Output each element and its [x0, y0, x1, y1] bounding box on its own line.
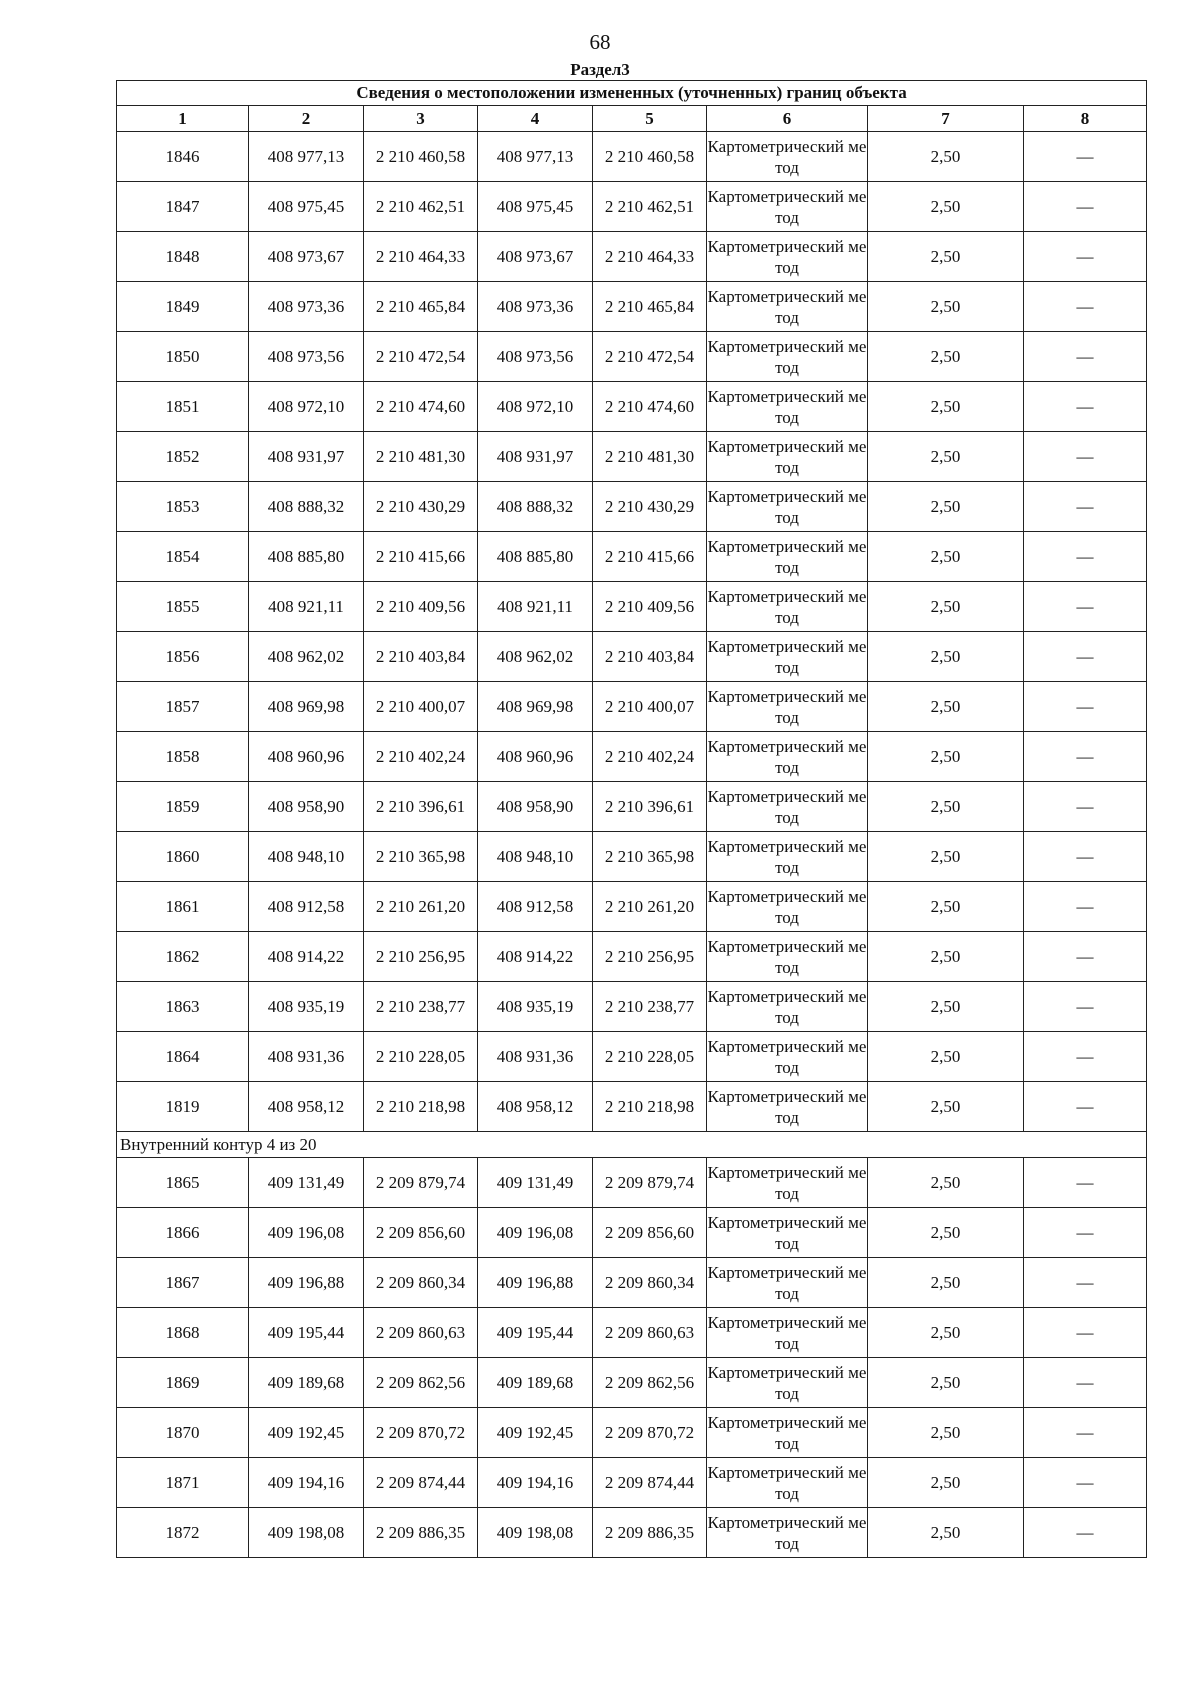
- y-coordinate-cell: 2 210 481,30: [593, 432, 707, 482]
- point-number-cell: 1846: [117, 132, 249, 182]
- description-cell: —: [1024, 1458, 1147, 1508]
- y-coordinate-cell: 2 210 403,84: [593, 632, 707, 682]
- x-coordinate-cell: 409 194,16: [249, 1458, 364, 1508]
- accuracy-cell: 2,50: [868, 232, 1024, 282]
- point-number-cell: 1866: [117, 1208, 249, 1258]
- accuracy-cell: 2,50: [868, 882, 1024, 932]
- y-coordinate-cell: 2 210 402,24: [593, 732, 707, 782]
- accuracy-cell: 2,50: [868, 532, 1024, 582]
- method-cell: Картометрический метод: [707, 682, 868, 732]
- description-cell: —: [1024, 1308, 1147, 1358]
- point-number-cell: 1819: [117, 1082, 249, 1132]
- point-number-cell: 1867: [117, 1258, 249, 1308]
- accuracy-cell: 2,50: [868, 182, 1024, 232]
- y-coordinate-cell: 2 210 464,33: [593, 232, 707, 282]
- y-coordinate-cell: 2 209 886,35: [593, 1508, 707, 1558]
- y-coordinate-cell: 2 210 415,66: [364, 532, 478, 582]
- y-coordinate-cell: 2 210 396,61: [364, 782, 478, 832]
- table-row: [117, 1258, 1147, 1308]
- x-coordinate-cell: 408 975,45: [478, 182, 593, 232]
- x-coordinate-cell: 408 931,97: [249, 432, 364, 482]
- column-number: 6: [707, 106, 868, 132]
- x-coordinate-cell: 408 962,02: [478, 632, 593, 682]
- method-cell: Картометрический метод: [707, 1458, 868, 1508]
- accuracy-cell: 2,50: [868, 1258, 1024, 1308]
- y-coordinate-cell: 2 210 460,58: [593, 132, 707, 182]
- point-number-cell: 1852: [117, 432, 249, 482]
- description-cell: —: [1024, 1158, 1147, 1208]
- y-coordinate-cell: 2 210 365,98: [364, 832, 478, 882]
- y-coordinate-cell: 2 210 409,56: [364, 582, 478, 632]
- point-number-cell: 1872: [117, 1508, 249, 1558]
- accuracy-cell: 2,50: [868, 782, 1024, 832]
- description-cell: —: [1024, 682, 1147, 732]
- y-coordinate-cell: 2 209 874,44: [364, 1458, 478, 1508]
- y-coordinate-cell: 2 210 218,98: [364, 1082, 478, 1132]
- x-coordinate-cell: 408 912,58: [249, 882, 364, 932]
- x-coordinate-cell: 408 973,36: [249, 282, 364, 332]
- description-cell: —: [1024, 632, 1147, 682]
- page-number: 68: [589, 30, 611, 54]
- table-row: [117, 1032, 1147, 1082]
- accuracy-cell: 2,50: [868, 332, 1024, 382]
- method-cell: Картометрический метод: [707, 432, 868, 482]
- x-coordinate-cell: 409 198,08: [478, 1508, 593, 1558]
- y-coordinate-cell: 2 210 464,33: [364, 232, 478, 282]
- accuracy-cell: 2,50: [868, 682, 1024, 732]
- y-coordinate-cell: 2 209 860,34: [364, 1258, 478, 1308]
- y-coordinate-cell: 2 210 256,95: [593, 932, 707, 982]
- accuracy-cell: 2,50: [868, 1408, 1024, 1458]
- description-cell: —: [1024, 1408, 1147, 1458]
- method-cell: Картометрический метод: [707, 1032, 868, 1082]
- y-coordinate-cell: 2 210 403,84: [364, 632, 478, 682]
- y-coordinate-cell: 2 210 474,60: [364, 382, 478, 432]
- point-number-cell: 1848: [117, 232, 249, 282]
- description-cell: —: [1024, 132, 1147, 182]
- x-coordinate-cell: 408 960,96: [249, 732, 364, 782]
- point-number-cell: 1862: [117, 932, 249, 982]
- table-row: [117, 1082, 1147, 1132]
- point-number-cell: 1868: [117, 1308, 249, 1358]
- method-cell: Картометрический метод: [707, 1308, 868, 1358]
- method-cell: Картометрический метод: [707, 1258, 868, 1308]
- x-coordinate-cell: 408 914,22: [249, 932, 364, 982]
- y-coordinate-cell: 2 209 870,72: [593, 1408, 707, 1458]
- method-cell: Картометрический метод: [707, 1082, 868, 1132]
- table-row: [117, 982, 1147, 1032]
- y-coordinate-cell: 2 210 365,98: [593, 832, 707, 882]
- x-coordinate-cell: 408 969,98: [478, 682, 593, 732]
- table-row: [117, 1158, 1147, 1208]
- accuracy-cell: 2,50: [868, 1308, 1024, 1358]
- x-coordinate-cell: 408 931,36: [478, 1032, 593, 1082]
- x-coordinate-cell: 408 977,13: [249, 132, 364, 182]
- table-row: [117, 932, 1147, 982]
- accuracy-cell: 2,50: [868, 1208, 1024, 1258]
- point-number-cell: 1871: [117, 1458, 249, 1508]
- x-coordinate-cell: 408 931,36: [249, 1032, 364, 1082]
- point-number-cell: 1863: [117, 982, 249, 1032]
- table-row: [117, 532, 1147, 582]
- x-coordinate-cell: 409 196,88: [478, 1258, 593, 1308]
- y-coordinate-cell: 2 209 874,44: [593, 1458, 707, 1508]
- accuracy-cell: 2,50: [868, 1458, 1024, 1508]
- accuracy-cell: 2,50: [868, 1508, 1024, 1558]
- column-number-row: [117, 106, 1147, 132]
- x-coordinate-cell: 408 921,11: [249, 582, 364, 632]
- accuracy-cell: 2,50: [868, 1358, 1024, 1408]
- method-cell: Картометрический метод: [707, 532, 868, 582]
- description-cell: —: [1024, 182, 1147, 232]
- column-number: 4: [478, 106, 593, 132]
- column-number: 2: [249, 106, 364, 132]
- description-cell: —: [1024, 1508, 1147, 1558]
- method-cell: Картометрический метод: [707, 732, 868, 782]
- x-coordinate-cell: 408 973,56: [249, 332, 364, 382]
- point-number-cell: 1859: [117, 782, 249, 832]
- table-row: [117, 432, 1147, 482]
- x-coordinate-cell: 408 958,90: [478, 782, 593, 832]
- y-coordinate-cell: 2 210 465,84: [364, 282, 478, 332]
- method-cell: Картометрический метод: [707, 632, 868, 682]
- method-cell: Картометрический метод: [707, 582, 868, 632]
- description-cell: —: [1024, 782, 1147, 832]
- method-cell: Картометрический метод: [707, 1358, 868, 1408]
- x-coordinate-cell: 409 194,16: [478, 1458, 593, 1508]
- y-coordinate-cell: 2 210 256,95: [364, 932, 478, 982]
- y-coordinate-cell: 2 210 228,05: [593, 1032, 707, 1082]
- method-cell: Картометрический метод: [707, 282, 868, 332]
- x-coordinate-cell: 409 196,08: [249, 1208, 364, 1258]
- table-body: [117, 132, 1147, 1558]
- y-coordinate-cell: 2 210 261,20: [593, 882, 707, 932]
- accuracy-cell: 2,50: [868, 382, 1024, 432]
- y-coordinate-cell: 2 210 465,84: [593, 282, 707, 332]
- description-cell: —: [1024, 1032, 1147, 1082]
- description-cell: —: [1024, 882, 1147, 932]
- x-coordinate-cell: 408 912,58: [478, 882, 593, 932]
- x-coordinate-cell: 409 189,68: [249, 1358, 364, 1408]
- y-coordinate-cell: 2 210 228,05: [364, 1032, 478, 1082]
- table-row: [117, 1308, 1147, 1358]
- y-coordinate-cell: 2 210 474,60: [593, 382, 707, 432]
- y-coordinate-cell: 2 209 870,72: [364, 1408, 478, 1458]
- accuracy-cell: 2,50: [868, 482, 1024, 532]
- y-coordinate-cell: 2 210 396,61: [593, 782, 707, 832]
- table-row: [117, 332, 1147, 382]
- column-number: 7: [868, 106, 1024, 132]
- y-coordinate-cell: 2 210 481,30: [364, 432, 478, 482]
- y-coordinate-cell: 2 210 462,51: [364, 182, 478, 232]
- accuracy-cell: 2,50: [868, 582, 1024, 632]
- description-cell: —: [1024, 382, 1147, 432]
- method-cell: Картометрический метод: [707, 782, 868, 832]
- y-coordinate-cell: 2 210 238,77: [593, 982, 707, 1032]
- method-cell: Картометрический метод: [707, 1508, 868, 1558]
- x-coordinate-cell: 409 198,08: [249, 1508, 364, 1558]
- table-row: [117, 782, 1147, 832]
- description-cell: —: [1024, 1358, 1147, 1408]
- x-coordinate-cell: 409 195,44: [478, 1308, 593, 1358]
- table-row: [117, 682, 1147, 732]
- x-coordinate-cell: 408 958,12: [478, 1082, 593, 1132]
- accuracy-cell: 2,50: [868, 1082, 1024, 1132]
- point-number-cell: 1860: [117, 832, 249, 882]
- x-coordinate-cell: 409 192,45: [249, 1408, 364, 1458]
- y-coordinate-cell: 2 210 400,07: [364, 682, 478, 732]
- point-number-cell: 1851: [117, 382, 249, 432]
- contour-row: [117, 1132, 1147, 1158]
- y-coordinate-cell: 2 210 409,56: [593, 582, 707, 632]
- x-coordinate-cell: 409 196,88: [249, 1258, 364, 1308]
- table-row: [117, 882, 1147, 932]
- x-coordinate-cell: 408 948,10: [249, 832, 364, 882]
- method-cell: Картометрический метод: [707, 1408, 868, 1458]
- accuracy-cell: 2,50: [868, 1158, 1024, 1208]
- y-coordinate-cell: 2 210 218,98: [593, 1082, 707, 1132]
- y-coordinate-cell: 2 209 879,74: [593, 1158, 707, 1208]
- x-coordinate-cell: 408 935,19: [478, 982, 593, 1032]
- x-coordinate-cell: 409 195,44: [249, 1308, 364, 1358]
- accuracy-cell: 2,50: [868, 632, 1024, 682]
- point-number-cell: 1850: [117, 332, 249, 382]
- coordinates-table: [116, 80, 1147, 1558]
- method-cell: Картометрический метод: [707, 932, 868, 982]
- description-cell: —: [1024, 232, 1147, 282]
- y-coordinate-cell: 2 210 462,51: [593, 182, 707, 232]
- point-number-cell: 1857: [117, 682, 249, 732]
- accuracy-cell: 2,50: [868, 282, 1024, 332]
- y-coordinate-cell: 2 209 862,56: [593, 1358, 707, 1408]
- accuracy-cell: 2,50: [868, 982, 1024, 1032]
- description-cell: —: [1024, 482, 1147, 532]
- description-cell: —: [1024, 282, 1147, 332]
- method-cell: Картометрический метод: [707, 482, 868, 532]
- y-coordinate-cell: 2 210 430,29: [364, 482, 478, 532]
- x-coordinate-cell: 408 962,02: [249, 632, 364, 682]
- point-number-cell: 1847: [117, 182, 249, 232]
- x-coordinate-cell: 408 885,80: [478, 532, 593, 582]
- accuracy-cell: 2,50: [868, 732, 1024, 782]
- table-title-row: [117, 81, 1147, 106]
- y-coordinate-cell: 2 210 472,54: [364, 332, 478, 382]
- y-coordinate-cell: 2 209 886,35: [364, 1508, 478, 1558]
- description-cell: —: [1024, 532, 1147, 582]
- accuracy-cell: 2,50: [868, 932, 1024, 982]
- y-coordinate-cell: 2 210 261,20: [364, 882, 478, 932]
- method-cell: Картометрический метод: [707, 832, 868, 882]
- y-coordinate-cell: 2 210 400,07: [593, 682, 707, 732]
- method-cell: Картометрический метод: [707, 232, 868, 282]
- x-coordinate-cell: 408 958,90: [249, 782, 364, 832]
- x-coordinate-cell: 409 189,68: [478, 1358, 593, 1408]
- x-coordinate-cell: 408 969,98: [249, 682, 364, 732]
- table-row: [117, 582, 1147, 632]
- point-number-cell: 1854: [117, 532, 249, 582]
- method-cell: Картометрический метод: [707, 132, 868, 182]
- point-number-cell: 1861: [117, 882, 249, 932]
- method-cell: Картометрический метод: [707, 1158, 868, 1208]
- description-cell: —: [1024, 932, 1147, 982]
- x-coordinate-cell: 408 973,36: [478, 282, 593, 332]
- y-coordinate-cell: 2 210 460,58: [364, 132, 478, 182]
- column-number: 1: [117, 106, 249, 132]
- table-row: [117, 382, 1147, 432]
- x-coordinate-cell: 408 885,80: [249, 532, 364, 582]
- description-cell: —: [1024, 1208, 1147, 1258]
- y-coordinate-cell: 2 210 430,29: [593, 482, 707, 532]
- description-cell: —: [1024, 1082, 1147, 1132]
- column-number: 5: [593, 106, 707, 132]
- section-title: Раздел3: [570, 60, 630, 79]
- x-coordinate-cell: 408 888,32: [478, 482, 593, 532]
- y-coordinate-cell: 2 209 856,60: [593, 1208, 707, 1258]
- x-coordinate-cell: 409 192,45: [478, 1408, 593, 1458]
- contour-label: Внутренний контур 4 из 20: [117, 1132, 1147, 1158]
- method-cell: Картометрический метод: [707, 182, 868, 232]
- accuracy-cell: 2,50: [868, 432, 1024, 482]
- table-row: [117, 182, 1147, 232]
- table-row: [117, 1458, 1147, 1508]
- description-cell: —: [1024, 432, 1147, 482]
- x-coordinate-cell: 408 948,10: [478, 832, 593, 882]
- method-cell: Картометрический метод: [707, 1208, 868, 1258]
- x-coordinate-cell: 408 888,32: [249, 482, 364, 532]
- description-cell: —: [1024, 732, 1147, 782]
- x-coordinate-cell: 409 131,49: [478, 1158, 593, 1208]
- accuracy-cell: 2,50: [868, 832, 1024, 882]
- y-coordinate-cell: 2 209 879,74: [364, 1158, 478, 1208]
- x-coordinate-cell: 408 960,96: [478, 732, 593, 782]
- table-row: [117, 1358, 1147, 1408]
- method-cell: Картометрический метод: [707, 982, 868, 1032]
- x-coordinate-cell: 408 977,13: [478, 132, 593, 182]
- point-number-cell: 1870: [117, 1408, 249, 1458]
- description-cell: —: [1024, 982, 1147, 1032]
- x-coordinate-cell: 408 958,12: [249, 1082, 364, 1132]
- x-coordinate-cell: 408 921,11: [478, 582, 593, 632]
- point-number-cell: 1853: [117, 482, 249, 532]
- x-coordinate-cell: 408 935,19: [249, 982, 364, 1032]
- x-coordinate-cell: 408 973,56: [478, 332, 593, 382]
- column-number: 8: [1024, 106, 1147, 132]
- point-number-cell: 1865: [117, 1158, 249, 1208]
- point-number-cell: 1858: [117, 732, 249, 782]
- table-row: [117, 482, 1147, 532]
- x-coordinate-cell: 408 914,22: [478, 932, 593, 982]
- description-cell: —: [1024, 582, 1147, 632]
- point-number-cell: 1849: [117, 282, 249, 332]
- point-number-cell: 1864: [117, 1032, 249, 1082]
- y-coordinate-cell: 2 209 856,60: [364, 1208, 478, 1258]
- method-cell: Картометрический метод: [707, 882, 868, 932]
- y-coordinate-cell: 2 210 472,54: [593, 332, 707, 382]
- table-row: [117, 1508, 1147, 1558]
- x-coordinate-cell: 409 196,08: [478, 1208, 593, 1258]
- method-cell: Картометрический метод: [707, 332, 868, 382]
- y-coordinate-cell: 2 210 402,24: [364, 732, 478, 782]
- point-number-cell: 1855: [117, 582, 249, 632]
- table-row: [117, 832, 1147, 882]
- y-coordinate-cell: 2 210 238,77: [364, 982, 478, 1032]
- accuracy-cell: 2,50: [868, 132, 1024, 182]
- point-number-cell: 1869: [117, 1358, 249, 1408]
- x-coordinate-cell: 408 973,67: [249, 232, 364, 282]
- table-title: Сведения о местоположении измененных (уточненных) границ объекта: [117, 81, 1147, 106]
- y-coordinate-cell: 2 209 860,34: [593, 1258, 707, 1308]
- table-row: [117, 282, 1147, 332]
- table-row: [117, 1408, 1147, 1458]
- x-coordinate-cell: 408 973,67: [478, 232, 593, 282]
- y-coordinate-cell: 2 210 415,66: [593, 532, 707, 582]
- method-cell: Картометрический метод: [707, 382, 868, 432]
- x-coordinate-cell: 409 131,49: [249, 1158, 364, 1208]
- y-coordinate-cell: 2 209 860,63: [593, 1308, 707, 1358]
- table-row: [117, 732, 1147, 782]
- x-coordinate-cell: 408 972,10: [249, 382, 364, 432]
- table-row: [117, 632, 1147, 682]
- description-cell: —: [1024, 832, 1147, 882]
- description-cell: —: [1024, 332, 1147, 382]
- accuracy-cell: 2,50: [868, 1032, 1024, 1082]
- x-coordinate-cell: 408 931,97: [478, 432, 593, 482]
- point-number-cell: 1856: [117, 632, 249, 682]
- description-cell: —: [1024, 1258, 1147, 1308]
- x-coordinate-cell: 408 972,10: [478, 382, 593, 432]
- column-number: 3: [364, 106, 478, 132]
- table-row: [117, 232, 1147, 282]
- table-row: [117, 1208, 1147, 1258]
- y-coordinate-cell: 2 209 862,56: [364, 1358, 478, 1408]
- y-coordinate-cell: 2 209 860,63: [364, 1308, 478, 1358]
- table-row: [117, 132, 1147, 182]
- x-coordinate-cell: 408 975,45: [249, 182, 364, 232]
